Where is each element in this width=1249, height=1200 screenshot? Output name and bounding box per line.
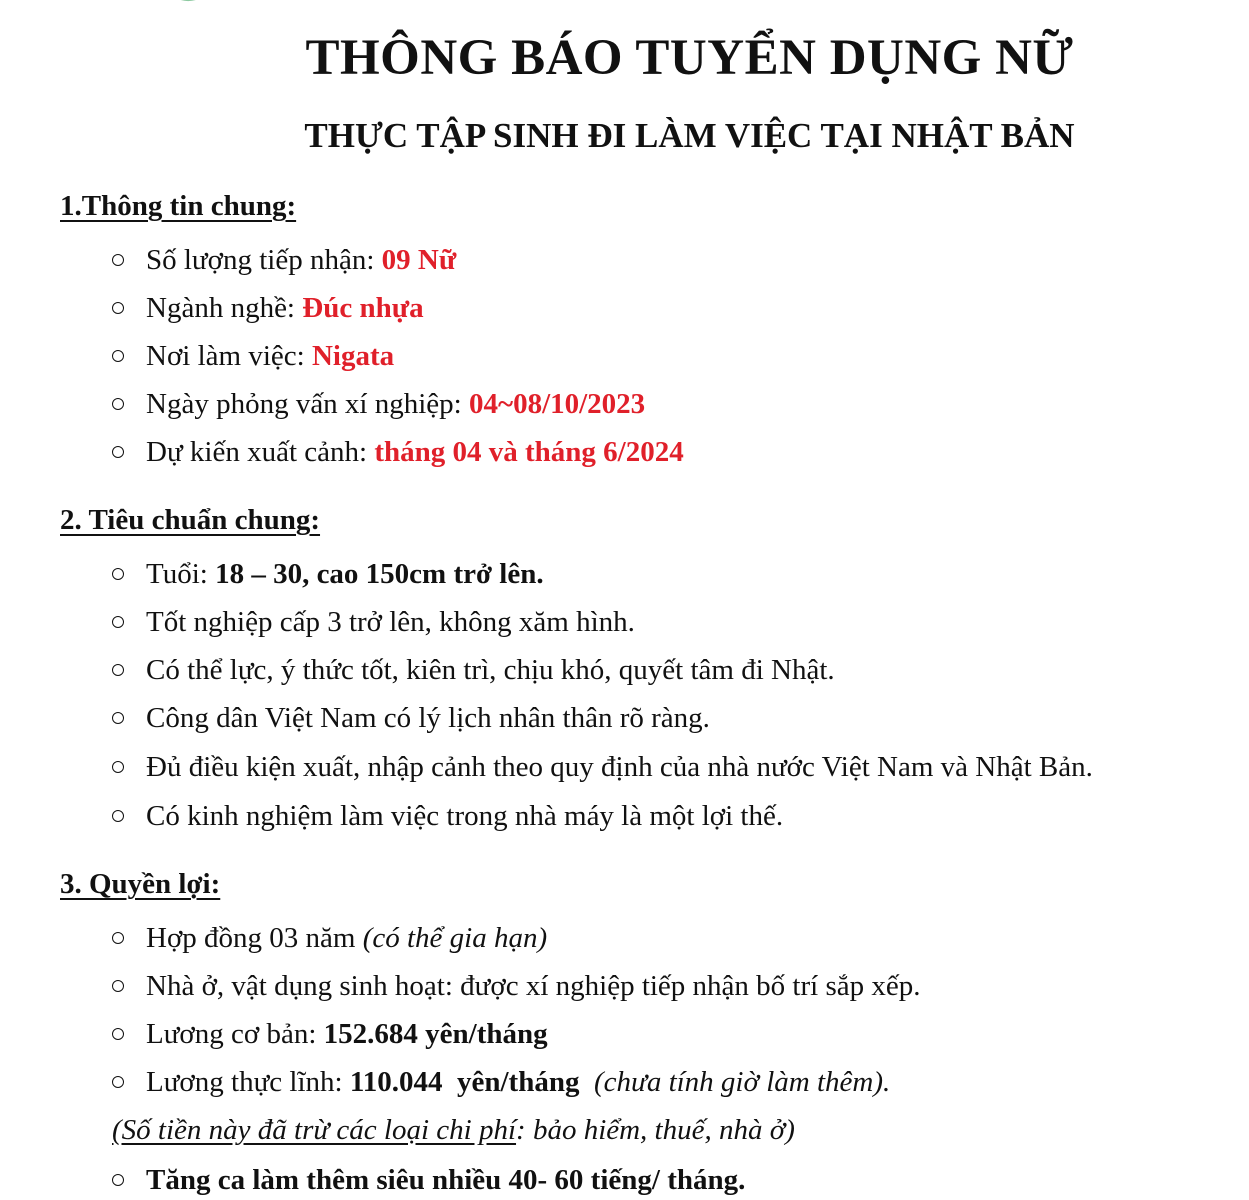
list-item xyxy=(112,652,835,688)
list-item xyxy=(112,1064,890,1100)
list-item xyxy=(112,1162,745,1198)
salary-footnote xyxy=(112,1112,795,1148)
item-value: Đúc nhựa xyxy=(302,292,424,324)
circle-bullet-icon xyxy=(112,1076,124,1088)
item-value: 04~08/10/2023 xyxy=(468,388,646,420)
circle-bullet-icon xyxy=(112,568,124,580)
circle-bullet-icon xyxy=(112,616,124,628)
footnote-underlined: (Số tiền này đã trừ các loại chi phí xyxy=(112,1114,517,1146)
item-label: Hợp đồng 03 năm xyxy=(146,922,363,954)
circle-bullet-icon xyxy=(112,398,124,410)
page-title: THÔNG BÁO TUYỂN DỤNG NỮ xyxy=(305,30,1074,86)
section-heading-benefits: 3. Quyền lợi: xyxy=(60,868,221,900)
circle-bullet-icon xyxy=(112,712,124,724)
item-text: Tốt nghiệp cấp 3 trở lên, không xăm hình. xyxy=(146,606,635,638)
logo-fragment xyxy=(168,0,238,4)
item-text: Có thể lực, ý thức tốt, kiên trì, chịu khó, quyết tâm đi Nhật. xyxy=(146,654,835,686)
circle-bullet-icon xyxy=(112,1174,124,1186)
circle-bullet-icon xyxy=(112,980,124,992)
circle-bullet-icon xyxy=(112,350,124,362)
item-value: 152.684 yên/tháng xyxy=(323,1018,548,1050)
list-item xyxy=(112,1016,548,1052)
item-value: 18 – 30, cao 150cm trở lên. xyxy=(215,558,544,590)
page-subtitle: THỰC TẬP SINH ĐI LÀM VIỆC TẠI NHẬT BẢN xyxy=(304,116,1075,155)
list-item xyxy=(112,434,684,470)
footnote-rest: : bảo hiểm, thuế, nhà ở) xyxy=(516,1114,795,1146)
circle-bullet-icon xyxy=(112,810,124,822)
list-item xyxy=(112,290,424,326)
circle-bullet-icon xyxy=(112,1028,124,1040)
list-item xyxy=(112,920,547,956)
item-label: Ngành nghề: xyxy=(146,292,303,324)
list-item xyxy=(112,700,710,736)
item-label: Nơi làm việc: xyxy=(146,340,312,372)
circle-bullet-icon xyxy=(112,932,124,944)
item-label: Ngày phỏng vấn xí nghiệp: xyxy=(146,388,469,420)
list-item xyxy=(112,798,783,834)
item-note: (có thể gia hạn) xyxy=(362,922,548,954)
item-value: tháng 04 và tháng 6/2024 xyxy=(374,436,684,468)
list-item xyxy=(112,749,1093,785)
item-label: Lương thực lĩnh: xyxy=(146,1066,350,1098)
item-text: Nhà ở, vật dụng sinh hoạt: được xí nghiệp tiếp nhận bố trí sắp xếp. xyxy=(146,970,921,1002)
item-value: 09 Nữ xyxy=(381,244,457,276)
item-note: (chưa tính giờ làm thêm). xyxy=(579,1066,891,1098)
item-text: Công dân Việt Nam có lý lịch nhân thân rõ ràng. xyxy=(146,702,710,734)
list-item xyxy=(112,338,394,374)
item-text: Đủ điều kiện xuất, nhập cảnh theo quy định của nhà nước Việt Nam và Nhật Bản. xyxy=(146,751,1093,783)
section-heading-requirements: 2. Tiêu chuẩn chung: xyxy=(60,504,321,536)
item-text: Có kinh nghiệm làm việc trong nhà máy là một lợi thế. xyxy=(146,800,784,832)
item-label: Dự kiến xuất cảnh: xyxy=(146,436,375,468)
item-label: Tuổi: xyxy=(146,558,216,590)
circle-bullet-icon xyxy=(112,302,124,314)
list-item xyxy=(112,604,635,640)
item-text: Tăng ca làm thêm siêu nhiều 40- 60 tiếng/ tháng. xyxy=(146,1164,746,1196)
item-value: Nigata xyxy=(311,340,395,372)
section-heading-general-info: 1.Thông tin chung: xyxy=(60,190,297,222)
item-label: Lương cơ bản: xyxy=(146,1018,324,1050)
circle-bullet-icon xyxy=(112,254,124,266)
circle-bullet-icon xyxy=(112,446,124,458)
list-item xyxy=(112,556,544,592)
list-item xyxy=(112,242,456,278)
circle-bullet-icon xyxy=(112,761,124,773)
list-item xyxy=(112,386,645,422)
list-item xyxy=(112,968,920,1004)
circle-bullet-icon xyxy=(112,664,124,676)
item-value: 110.044 yên/tháng xyxy=(349,1066,580,1098)
item-label: Số lượng tiếp nhận: xyxy=(146,244,382,276)
